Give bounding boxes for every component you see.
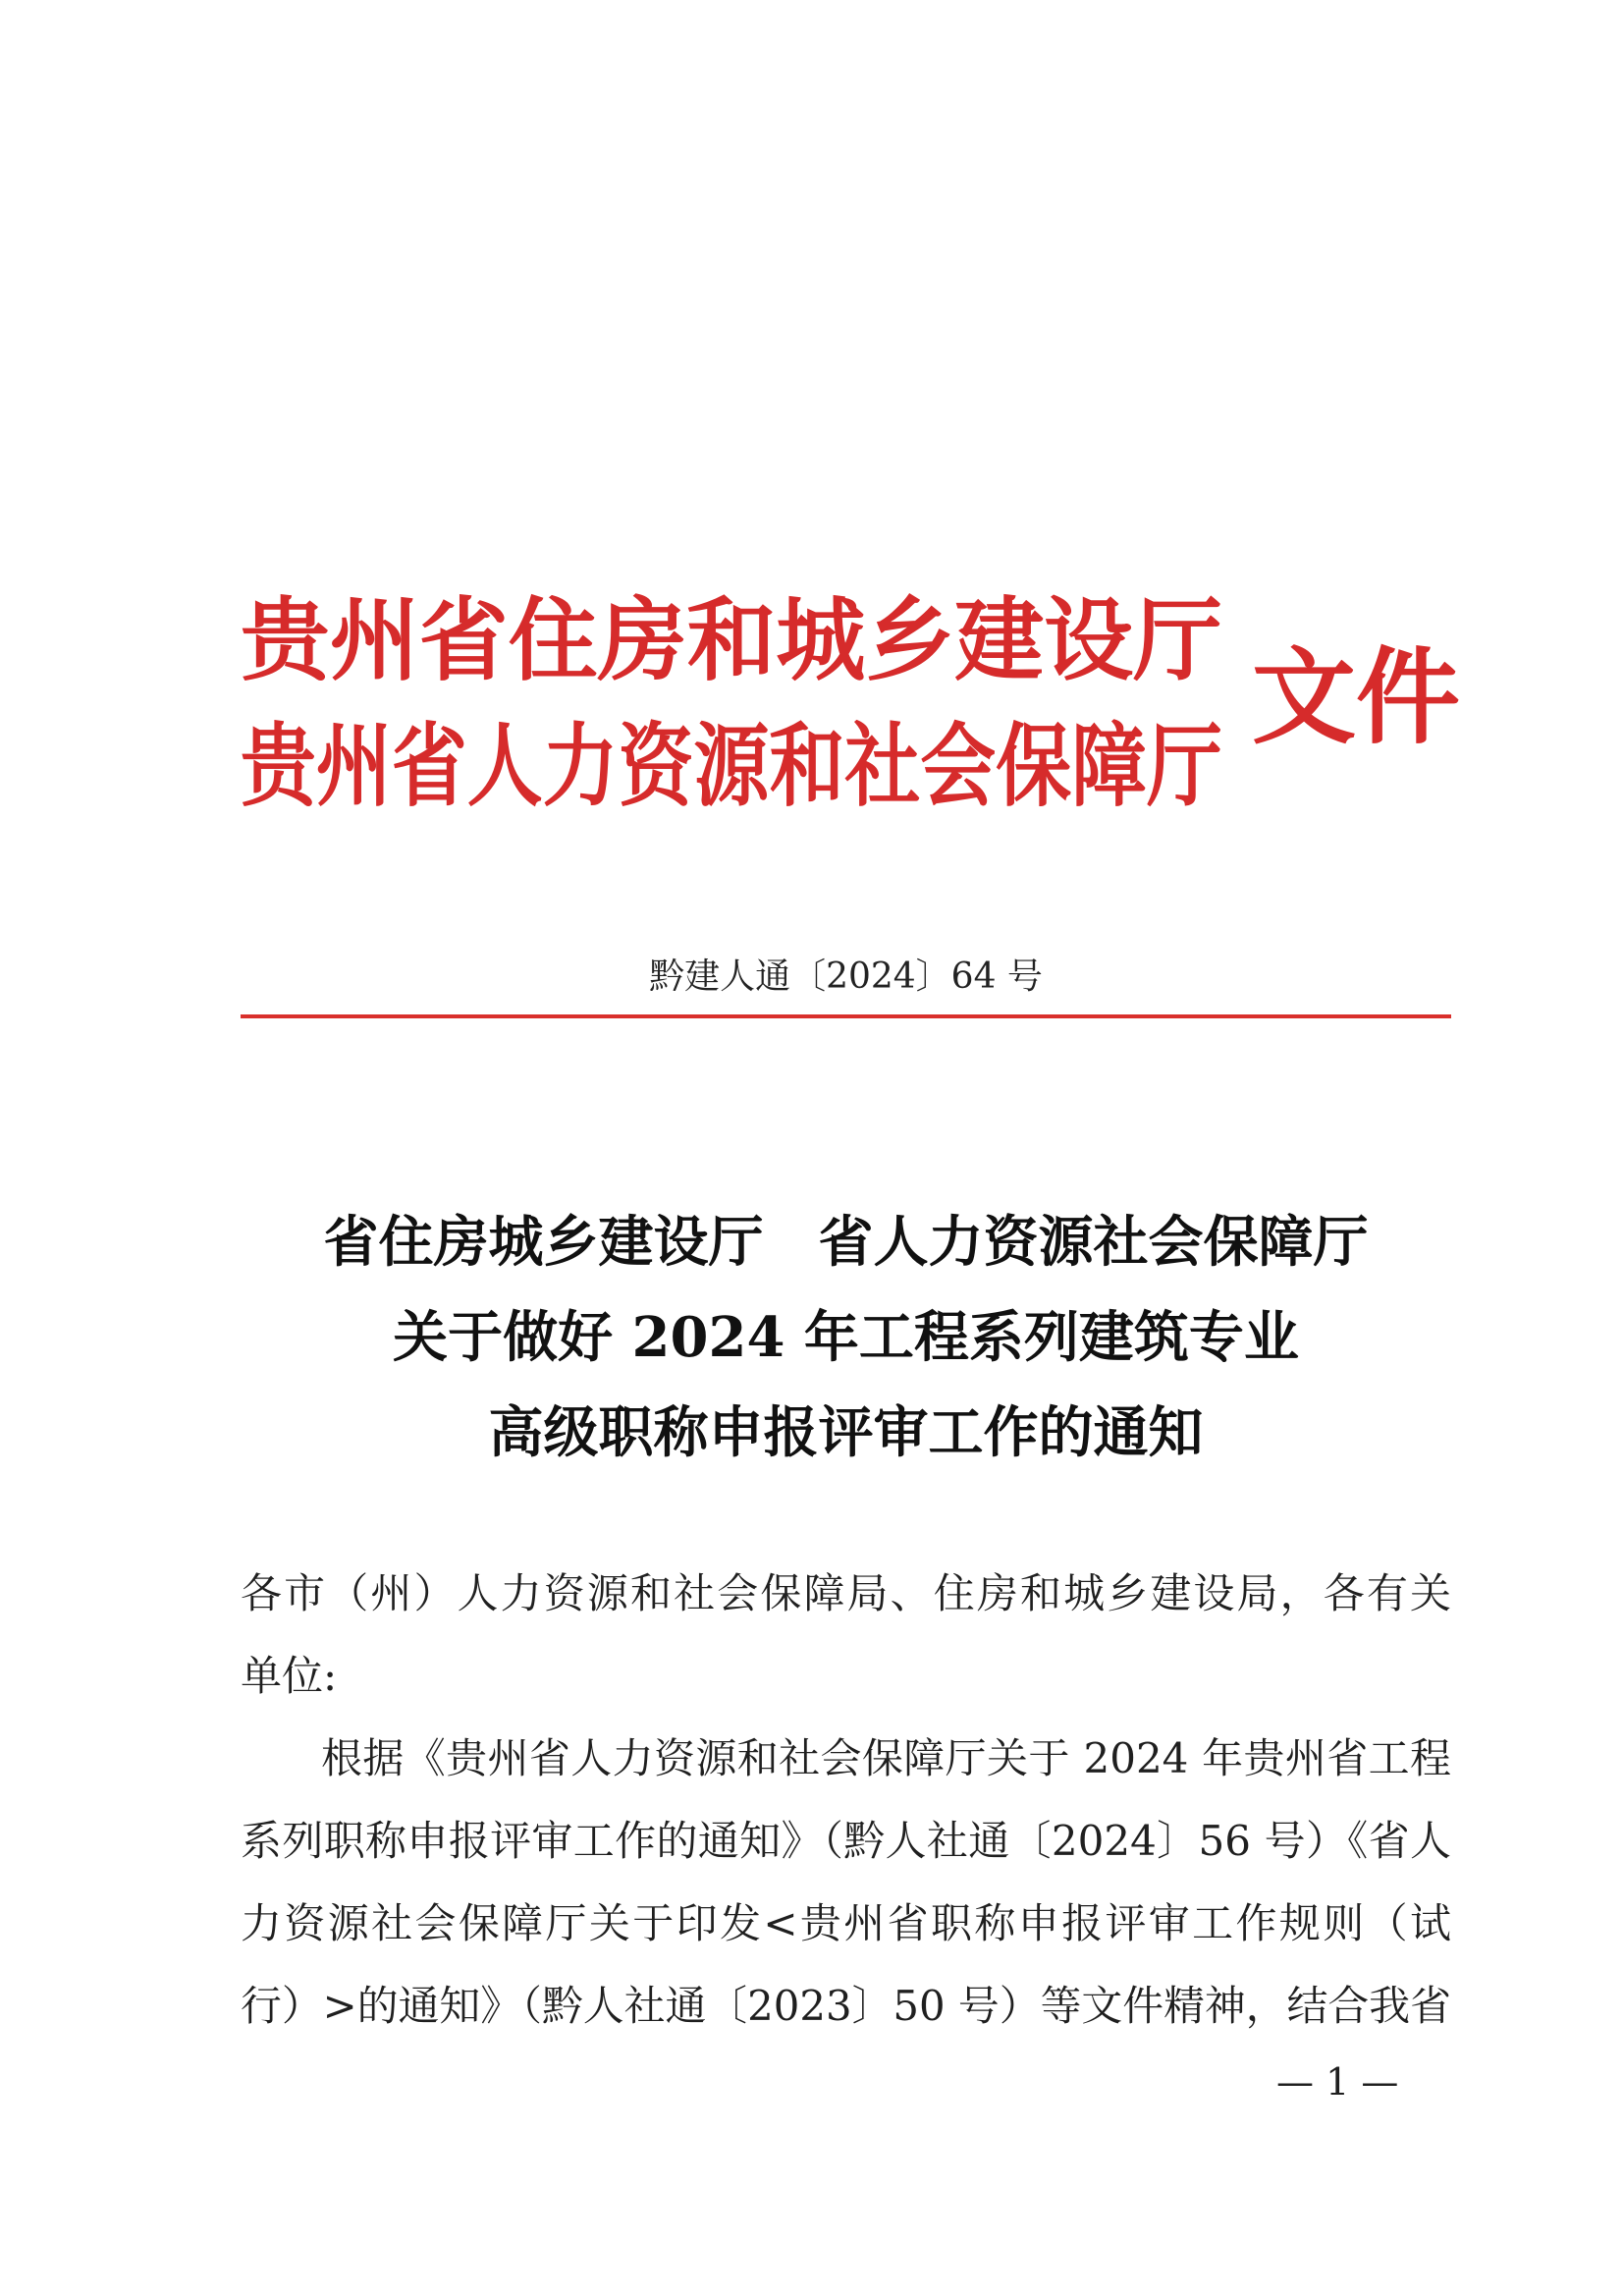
title-line: 高级职称申报评审工作的通知	[488, 1400, 1204, 1465]
page-number: — 1 —	[1276, 2060, 1399, 2104]
body-text-line: 根据《贵州省人力资源和社会保障厅关于 2024 年贵州省工程	[321, 1734, 1451, 1782]
body-text-line: 系列职称申报评审工作的通知》（黔人社通〔2024〕56 号）《省人	[241, 1817, 1451, 1865]
title-line: 省住房城乡建设厅 省人力资源社会保障厅	[323, 1210, 1369, 1275]
body-text-line: 行）>的通知》（黔人社通〔2023〕50 号）等文件精神，结合我省	[241, 1982, 1451, 2030]
masthead-document-suffix: 文件	[1252, 635, 1460, 758]
document-number: 黔建人通〔2024〕64 号	[649, 957, 1043, 997]
salutation-line: 单位:	[241, 1652, 338, 1700]
red-separator-rule	[241, 1014, 1451, 1018]
body-text-line: 力资源社会保障厅关于印发<贵州省职称申报评审工作规则（试	[241, 1899, 1451, 1947]
masthead-org-line-housing: 贵州省住房和城乡建设厅	[241, 587, 1222, 693]
salutation-line: 各市（州）人力资源和社会保障局、住房和城乡建设局，各有关	[241, 1569, 1451, 1617]
document-body	[241, 1553, 1451, 2048]
masthead-org-line-hr: 贵州省人力资源和社会保障厅	[241, 713, 1222, 819]
document-title	[241, 1195, 1451, 1481]
title-line: 关于做好 2024 年工程系列建筑专业	[393, 1305, 1299, 1370]
